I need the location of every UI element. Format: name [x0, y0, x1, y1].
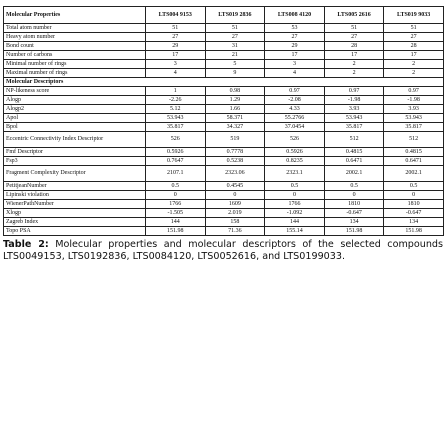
value-cell: 0.97 — [265, 87, 325, 96]
header-cell: LTS019 9033 — [384, 7, 444, 24]
value-cell: 55.2766 — [265, 114, 325, 123]
table-row — [4, 200, 444, 209]
value-cell: 3.93 — [324, 105, 384, 114]
value-cell: 0.5926 — [146, 148, 206, 157]
table-row — [4, 33, 444, 42]
value-cell: 35.817 — [324, 123, 384, 132]
row-label: Bpol — [4, 123, 146, 132]
value-cell: 0.7778 — [205, 148, 265, 157]
value-cell: 17 — [324, 51, 384, 60]
value-cell: -0.647 — [384, 209, 444, 218]
value-cell: 35.817 — [384, 123, 444, 132]
value-cell: 0 — [265, 191, 325, 200]
row-label: Maximal number of rings — [4, 69, 146, 78]
header-cell: Molecular Properties — [4, 7, 146, 24]
value-cell: 0.5 — [265, 182, 325, 191]
value-cell: 1 — [146, 87, 206, 96]
value-cell: 28 — [324, 42, 384, 51]
table-row — [4, 114, 444, 123]
table-row — [4, 218, 444, 227]
section-title: Molecular Descriptors — [4, 78, 444, 87]
row-label: Eccentric Connectivity Index Descriptor — [4, 132, 146, 148]
value-cell: 1.29 — [205, 96, 265, 105]
section-header-row — [4, 78, 444, 87]
value-cell: 144 — [146, 218, 206, 227]
value-cell: 519 — [205, 132, 265, 148]
value-cell: -1.092 — [265, 209, 325, 218]
value-cell: 2323.06 — [205, 166, 265, 182]
value-cell: 9 — [205, 69, 265, 78]
row-label: Xlogp — [4, 209, 146, 218]
value-cell: -1.505 — [146, 209, 206, 218]
row-label: Fragment Complexity Descriptor — [4, 166, 146, 182]
value-cell: -1.98 — [324, 96, 384, 105]
row-label: Alogp — [4, 96, 146, 105]
value-cell: 34.327 — [205, 123, 265, 132]
value-cell: 0.4815 — [384, 148, 444, 157]
value-cell: 0.97 — [324, 87, 384, 96]
row-label: Bond count — [4, 42, 146, 51]
value-cell: 53.943 — [384, 114, 444, 123]
value-cell: 1.66 — [205, 105, 265, 114]
header-cell: LTS005 2616 — [324, 7, 384, 24]
value-cell: 0.8235 — [265, 157, 325, 166]
table-row — [4, 96, 444, 105]
value-cell: 155.14 — [265, 227, 325, 236]
value-cell: 29 — [146, 42, 206, 51]
row-label: Fsp3 — [4, 157, 146, 166]
value-cell: 2002.1 — [324, 166, 384, 182]
table-row — [4, 51, 444, 60]
row-label: WienerPathNumber — [4, 200, 146, 209]
value-cell: 37.0454 — [265, 123, 325, 132]
value-cell: 5.12 — [146, 105, 206, 114]
value-cell: -1.98 — [384, 96, 444, 105]
value-cell: 51 — [146, 24, 206, 33]
value-cell: 0.7647 — [146, 157, 206, 166]
table-row — [4, 182, 444, 191]
value-cell: 0.98 — [205, 87, 265, 96]
value-cell: 17 — [265, 51, 325, 60]
value-cell: 51 — [324, 24, 384, 33]
row-label: Total atom number — [4, 24, 146, 33]
value-cell: 0 — [205, 191, 265, 200]
caption-text: Molecular properties and molecular descriptors of the selected compounds LTS0049153, LTS0192836, LTS0084120, LTS0052616, and LTS0199033. — [3, 239, 443, 262]
header-cell: LTS004 9153 — [146, 7, 206, 24]
value-cell: 0.6471 — [324, 157, 384, 166]
value-cell: 151.98 — [324, 227, 384, 236]
value-cell: 158 — [205, 218, 265, 227]
value-cell: 3.93 — [384, 105, 444, 114]
value-cell: 526 — [265, 132, 325, 148]
value-cell: 17 — [146, 51, 206, 60]
value-cell: 28 — [384, 42, 444, 51]
value-cell: 21 — [205, 51, 265, 60]
value-cell: 1766 — [146, 200, 206, 209]
value-cell: 2 — [324, 69, 384, 78]
table-row — [4, 60, 444, 69]
row-label: Minimal number of rings — [4, 60, 146, 69]
value-cell: 2 — [384, 69, 444, 78]
value-cell: 0 — [146, 191, 206, 200]
value-cell: 53.943 — [146, 114, 206, 123]
molecular-properties-table — [3, 6, 444, 236]
table-row — [4, 123, 444, 132]
value-cell: 0.5238 — [205, 157, 265, 166]
row-label: Zagreb Index — [4, 218, 146, 227]
table-row — [4, 24, 444, 33]
value-cell: 2.019 — [205, 209, 265, 218]
row-label: NP-likeness score — [4, 87, 146, 96]
value-cell: 0.5 — [384, 182, 444, 191]
table-row — [4, 209, 444, 218]
value-cell: 0.97 — [384, 87, 444, 96]
value-cell: 53 — [265, 24, 325, 33]
document-page — [3, 6, 443, 263]
header-cell: LTS019 2836 — [205, 7, 265, 24]
value-cell: 0.4815 — [324, 148, 384, 157]
value-cell: 2 — [384, 60, 444, 69]
value-cell: 0.5 — [324, 182, 384, 191]
value-cell: 4 — [265, 69, 325, 78]
caption-label: Table 2: — [3, 239, 49, 250]
value-cell: 31 — [205, 42, 265, 51]
value-cell: -2.26 — [146, 96, 206, 105]
value-cell: 0 — [384, 191, 444, 200]
value-cell: 1609 — [205, 200, 265, 209]
value-cell: 27 — [324, 33, 384, 42]
value-cell: 144 — [265, 218, 325, 227]
value-cell: 51 — [205, 24, 265, 33]
row-label: Fmf Descriptor — [4, 148, 146, 157]
table-row — [4, 105, 444, 114]
value-cell: 71.36 — [205, 227, 265, 236]
table-row — [4, 191, 444, 200]
table-row — [4, 42, 444, 51]
row-label: Number of carbons — [4, 51, 146, 60]
value-cell: 27 — [146, 33, 206, 42]
value-cell: 134 — [324, 218, 384, 227]
table-row — [4, 87, 444, 96]
value-cell: 3 — [265, 60, 325, 69]
value-cell: 35.817 — [146, 123, 206, 132]
value-cell: 2 — [324, 60, 384, 69]
value-cell: 0 — [324, 191, 384, 200]
value-cell: 3 — [146, 60, 206, 69]
table-row — [4, 148, 444, 157]
row-label: Apol — [4, 114, 146, 123]
value-cell: 17 — [384, 51, 444, 60]
value-cell: 1810 — [324, 200, 384, 209]
value-cell: 134 — [384, 218, 444, 227]
table-caption — [3, 239, 443, 263]
table-body — [4, 24, 444, 236]
row-label: Alogp2 — [4, 105, 146, 114]
value-cell: 4.33 — [265, 105, 325, 114]
table-row — [4, 69, 444, 78]
value-cell: 2323.1 — [265, 166, 325, 182]
value-cell: 1810 — [384, 200, 444, 209]
value-cell: 0.4545 — [205, 182, 265, 191]
row-label: Lipinski violation — [4, 191, 146, 200]
value-cell: 0.5 — [146, 182, 206, 191]
value-cell: 4 — [146, 69, 206, 78]
value-cell: 27 — [265, 33, 325, 42]
value-cell: 27 — [205, 33, 265, 42]
table-row — [4, 166, 444, 182]
row-label: PetitjeanNumber — [4, 182, 146, 191]
value-cell: 2002.1 — [384, 166, 444, 182]
row-label: Heavy atom number — [4, 33, 146, 42]
value-cell: 151.98 — [384, 227, 444, 236]
value-cell: -2.08 — [265, 96, 325, 105]
value-cell: 53.943 — [324, 114, 384, 123]
value-cell: 5 — [205, 60, 265, 69]
table-row — [4, 132, 444, 148]
value-cell: 58.371 — [205, 114, 265, 123]
row-label: Topo PSA — [4, 227, 146, 236]
table-header-row — [4, 7, 444, 24]
value-cell: 0.5926 — [265, 148, 325, 157]
value-cell: 0.6471 — [384, 157, 444, 166]
value-cell: 512 — [324, 132, 384, 148]
header-cell: LTS008 4120 — [265, 7, 325, 24]
value-cell: 27 — [384, 33, 444, 42]
value-cell: 51 — [384, 24, 444, 33]
value-cell: 1766 — [265, 200, 325, 209]
table-row — [4, 227, 444, 236]
value-cell: -0.647 — [324, 209, 384, 218]
value-cell: 526 — [146, 132, 206, 148]
value-cell: 2107.1 — [146, 166, 206, 182]
table-row — [4, 157, 444, 166]
value-cell: 29 — [265, 42, 325, 51]
value-cell: 512 — [384, 132, 444, 148]
value-cell: 151.98 — [146, 227, 206, 236]
